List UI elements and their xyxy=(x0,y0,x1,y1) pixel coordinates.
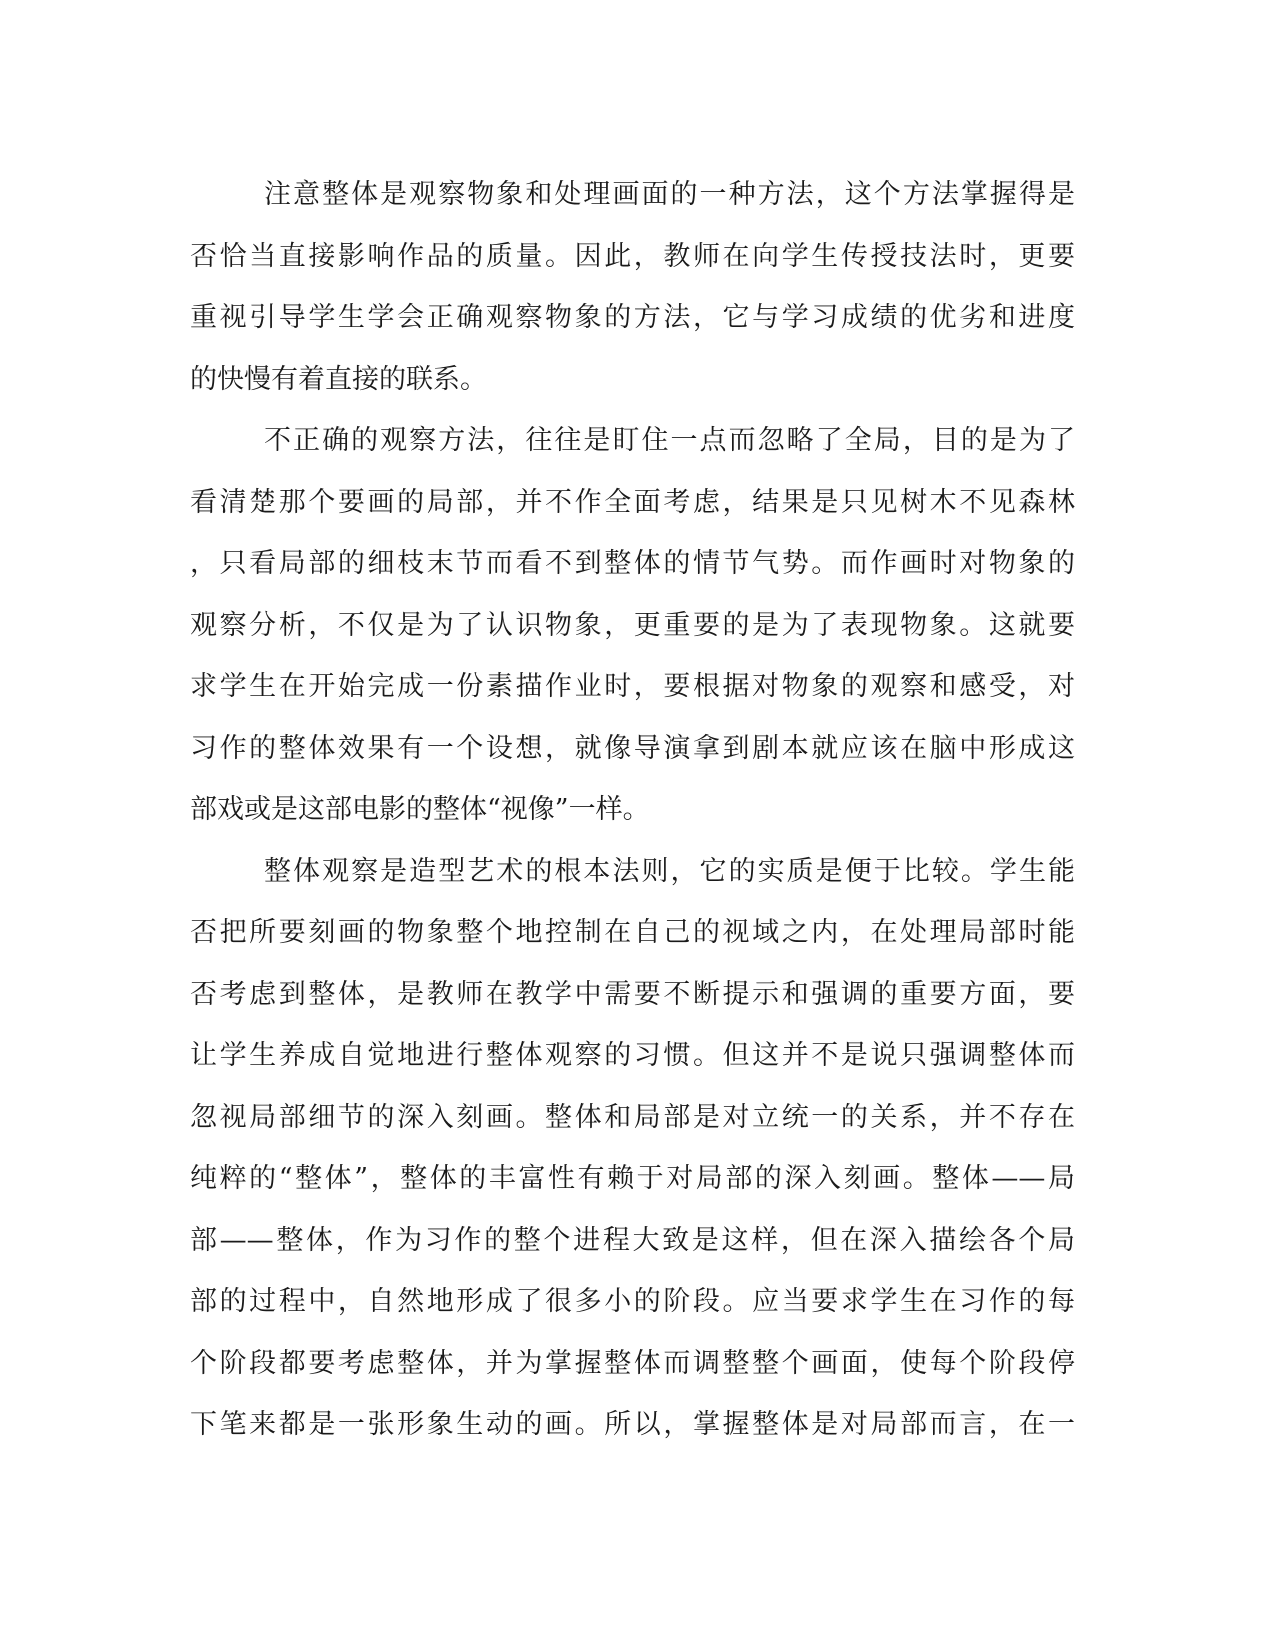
paragraph-1 xyxy=(190,164,1075,410)
text-line: 注意整体是观察物象和处理画面的一种方法，这个方法掌握得是 xyxy=(264,179,1075,210)
text-line: 个阶段都要考虑整体，并为掌握整体而调整整个画面，使每个阶段停 xyxy=(190,1347,1075,1379)
text-line: 否恰当直接影响作品的质量。因此，教师在向学生传授技法时，更要 xyxy=(190,240,1075,272)
text-line: 否考虑到整体，是教师在教学中需要不断提示和强调的重要方面，要 xyxy=(190,978,1075,1010)
text-line: 习作的整体效果有一个设想，就像导演拿到剧本就应该在脑中形成这 xyxy=(190,732,1075,764)
paragraph-3 xyxy=(190,841,1075,1456)
text-line: 下笔来都是一张形象生动的画。所以，掌握整体是对局部而言，在一 xyxy=(190,1409,1075,1440)
text-line: 部的过程中，自然地形成了很多小的阶段。应当要求学生在习作的每 xyxy=(190,1286,1075,1317)
text-line: 重视引导学生学会正确观察物象的方法，它与学习成绩的优劣和进度 xyxy=(190,302,1075,333)
text-line: 求学生在开始完成一份素描作业时，要根据对物象的观察和感受，对 xyxy=(190,671,1075,702)
text-line: 纯粹的“整体”，整体的丰富性有赖于对局部的深入刻画。整体——局 xyxy=(190,1163,1075,1194)
text-line: 的快慢有着直接的联系。 xyxy=(190,363,487,395)
text-line: 忽视局部细节的深入刻画。整体和局部是对立统一的关系，并不存在 xyxy=(190,1101,1075,1133)
text-line: 部——整体，作为习作的整个进程大致是这样，但在深入描绘各个局 xyxy=(190,1224,1075,1256)
text-line: 看清楚那个要画的局部，并不作全面考虑，结果是只见树木不见森林 xyxy=(190,486,1075,518)
text-line: 部戏或是这部电影的整体“视像”一样。 xyxy=(190,794,650,825)
page-body xyxy=(190,164,1075,1456)
paragraph-2 xyxy=(190,410,1075,841)
text-line: 整体观察是造型艺术的根本法则，它的实质是便于比较。学生能 xyxy=(264,855,1075,887)
text-line: ，只看局部的细枝末节而看不到整体的情节气势。而作画时对物象的 xyxy=(190,548,1075,579)
text-line: 观察分析，不仅是为了认识物象，更重要的是为了表现物象。这就要 xyxy=(190,609,1075,641)
text-line: 不正确的观察方法，往往是盯住一点而忽略了全局，目的是为了 xyxy=(264,425,1075,456)
text-line: 否把所要刻画的物象整个地控制在自己的视域之内，在处理局部时能 xyxy=(190,917,1075,948)
text-line: 让学生养成自觉地进行整体观察的习惯。但这并不是说只强调整体而 xyxy=(190,1040,1075,1071)
